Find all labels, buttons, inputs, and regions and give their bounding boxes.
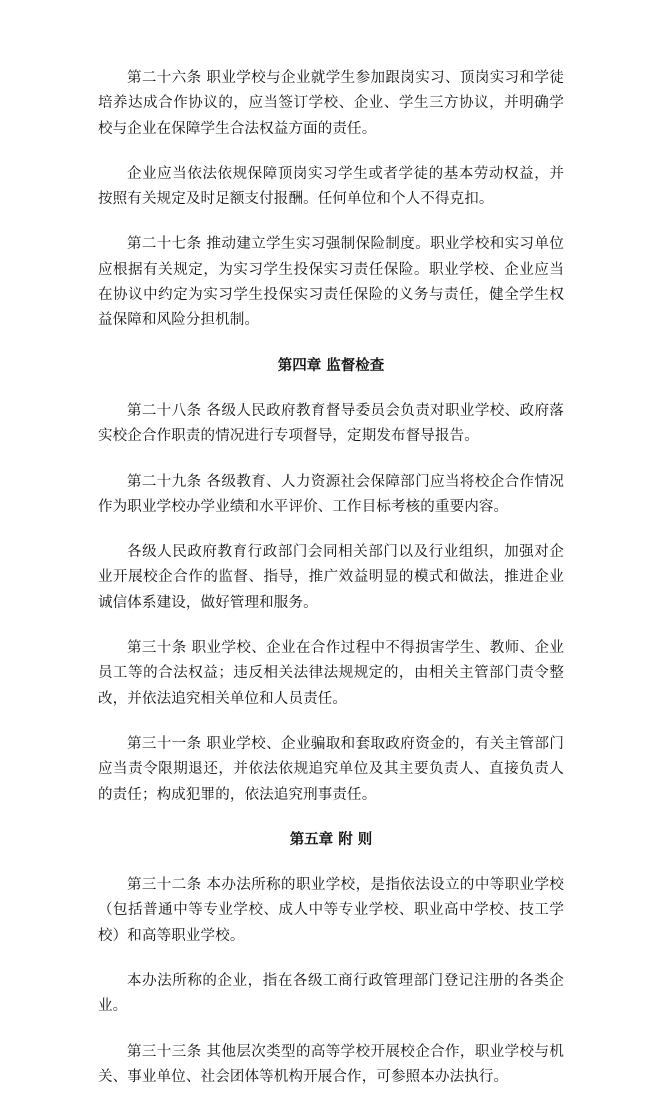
article-27: 第二十七条 推动建立学生实习强制保险制度。职业学校和实习单位应根据有关规定，为实习学生投保实习责任保险。职业学校、企业应当在协议中约定为实习学生投保实习责任保险的义务与责任，健全学生权益保障和风险分担机制。	[98, 236, 564, 329]
document-body	[98, 66, 564, 1110]
article-32: 第三十二条 本办法所称的职业学校，是指依法设立的中等职业学校（包括普通中等专业学校、成人中等专业学校、职业高中学校、技工学校）和高等职业学校。	[98, 877, 564, 944]
article-26: 第二十六条 职业学校与企业就学生参加跟岗实习、顶岗实习和学徒培养达成合作协议的，应当签订学校、企业、学生三方协议，并明确学校与企业在保障学生合法权益方面的责任。	[98, 70, 564, 137]
article-29: 第二十九条 各级教育、人力资源社会保障部门应当将校企合作情况作为职业学校办学业绩和水平评价、工作目标考核的重要内容。	[98, 473, 564, 515]
chapter-4-heading: 第四章 监督检查	[277, 357, 385, 374]
chapter-5-heading: 第五章 附 则	[289, 831, 373, 848]
article-26-paragraph-2: 企业应当依法依规保障顶岗实习学生或者学徒的基本劳动权益，并按照有关规定及时足额支付报酬。任何单位和个人不得克扣。	[98, 165, 564, 208]
article-33: 第三十三条 其他层次类型的高等学校开展校企合作，职业学校与机关、事业单位、社会团体等机构开展合作，可参照本办法执行。	[98, 1043, 564, 1085]
article-28: 第二十八条 各级人民政府教育督导委员会负责对职业学校、政府落实校企合作职责的情况进行专项督导，定期发布督导报告。	[98, 402, 564, 445]
article-31: 第三十一条 职业学校、企业骗取和套取政府资金的，有关主管部门应当责令限期退还，并依法依规追究单位及其主要负责人、直接负责人的责任；构成犯罪的，依法追究刑事责任。	[98, 735, 564, 803]
article-32-paragraph-2: 本办法所称的企业，指在各级工商行政管理部门登记注册的各类企业。	[98, 973, 564, 1015]
article-30: 第三十条 职业学校、企业在合作过程中不得损害学生、教师、企业员工等的合法权益；违反相关法律法规规定的，由相关主管部门责令整改，并依法追究相关单位和人员责任。	[98, 640, 564, 707]
article-29-paragraph-2: 各级人民政府教育行政部门会同相关部门以及行业组织，加强对企业开展校企合作的监督、指导，推广效益明显的模式和做法，推进企业诚信体系建设，做好管理和服务。	[98, 544, 564, 611]
